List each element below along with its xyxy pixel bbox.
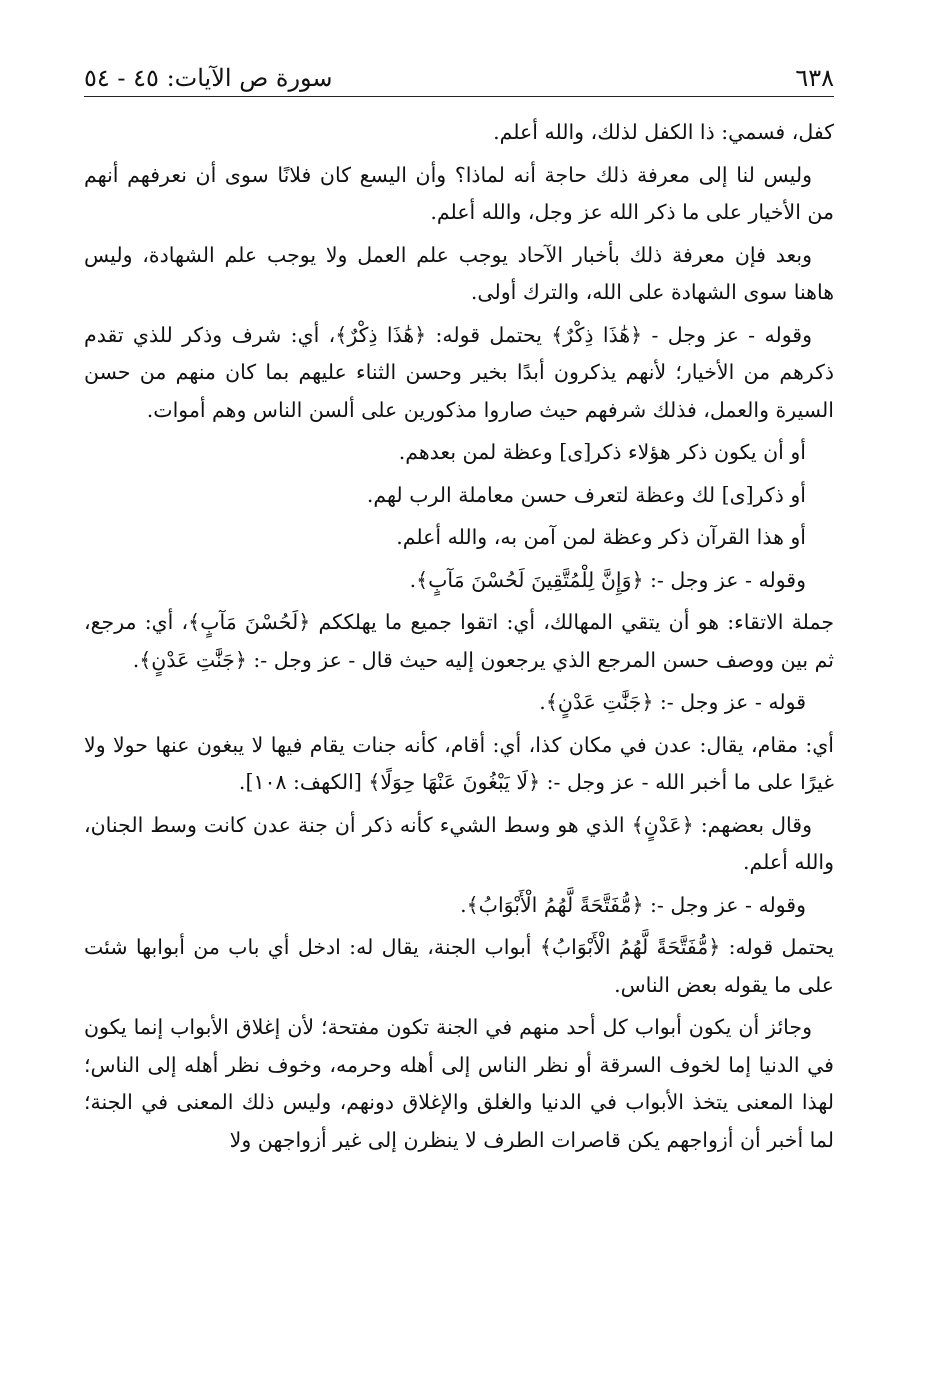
paragraph: وليس لنا إلى معرفة ذلك حاجة أنه لماذا؟ وأن اليسع كان فلانًا سوى أن نعرفهم أنهم من الأخيار على ما ذكر الله عز وجل، والله أعلم. (84, 162, 834, 224)
paragraph: وجائز أن يكون أبواب كل أحد منهم في الجنة تكون مفتحة؛ لأن إغلاق الأبواب إنما يكون في الدنيا إما لخوف السرقة أو نظر الناس إلى أهله وحرمه، وخوف نظر أهله إلى الناس؛ لهذا المعنى يتخذ الأبواب في الدنيا والغلق والإغلاق دونهم، وليس ذلك المعنى في الجنة؛ لما أخبر أن أزواجهم يكن قاصرات الطرف لا ينظرن إلى غير أزواجهن ولا (84, 1015, 834, 1152)
paragraph: وقوله - عز وجل -: ﴿وَإِنَّ لِلْمُتَّقِينَ لَحُسْنَ مَآبٍ﴾. (409, 567, 806, 592)
running-title: سورة ص الآيات: ٤٥ - ٥٤ (84, 64, 333, 92)
paragraph: وبعد فإن معرفة ذلك بأخبار الآحاد يوجب علم العمل ولا يوجب علم الشهادة، وليس هاهنا سوى الشهادة على الله، والترك أولى. (84, 242, 834, 304)
paragraph: قوله - عز وجل -: ﴿جَنَّٰتِ عَدْنٍ﴾. (539, 690, 806, 714)
paragraph: وقوله - عز وجل - ﴿هَٰذَا ذِكْرٌ﴾ يحتمل قوله: ﴿هَٰذَا ذِكْرٌ﴾، أي: شرف وذكر للذي تقدم ذكرهم من الأخيار؛ لأنهم يذكرون أبدًا بخير وحسن الثناء عليهم بما كان منهم من حسن السيرة والعمل، فذلك شرفهم حيث صاروا مذكورين على ألسن الناس وهم أموات. (84, 322, 834, 422)
paragraph: أي: مقام، يقال: عدن في مكان كذا، أي: أقام، كأنه جنات يقام فيها لا يبغون عنها حولا ولا غيرًا على ما أخبر الله - عز وجل -: ﴿لَا يَبْغُونَ عَنْهَا حِوَلًا﴾ [الكهف: ١٠٨]. (84, 732, 834, 794)
page-header (84, 52, 834, 92)
page-body (84, 114, 834, 1159)
paragraph: يحتمل قوله: ﴿مُّفَتَّحَةً لَّهُمُ الْأَبْوَابُ﴾ أبواب الجنة، يقال له: ادخل أي باب من أبوابها شئت على ما يقوله بعض الناس. (84, 935, 834, 997)
paragraph: أو هذا القرآن ذكر وعظة لمن آمن به، والله أعلم. (396, 525, 806, 549)
paragraph: أو أن يكون ذكر هؤلاء ذكر[ى] وعظة لمن بعدهم. (398, 440, 806, 464)
paragraph: كفل، فسمي: ذا الكفل لذلك، والله أعلم. (493, 120, 834, 144)
paragraph: وقوله - عز وجل -: ﴿مُّفَتَّحَةً لَّهُمُ الْأَبْوَابُ﴾. (460, 892, 806, 917)
paragraph: جملة الاتقاء: هو أن يتقي المهالك، أي: اتقوا جميع ما يهلككم ﴿لَحُسْنَ مَآبٍ﴾، أي: مرجع، ثم بين ووصف حسن المرجع الذي يرجعون إليه حيث قال - عز وجل -: ﴿جَنَّٰتِ عَدْنٍ﴾. (84, 610, 834, 672)
page-number: ٦٣٨ (795, 64, 834, 92)
paragraph: أو ذكر[ى] لك وعظة لتعرف حسن معاملة الرب لهم. (366, 482, 806, 507)
header-rule (84, 96, 834, 97)
paragraph: وقال بعضهم: ﴿عَدْنٍ﴾ الذي هو وسط الشيء كأنه ذكر أن جنة عدن كانت وسط الجنان، والله أعلم. (84, 812, 834, 874)
